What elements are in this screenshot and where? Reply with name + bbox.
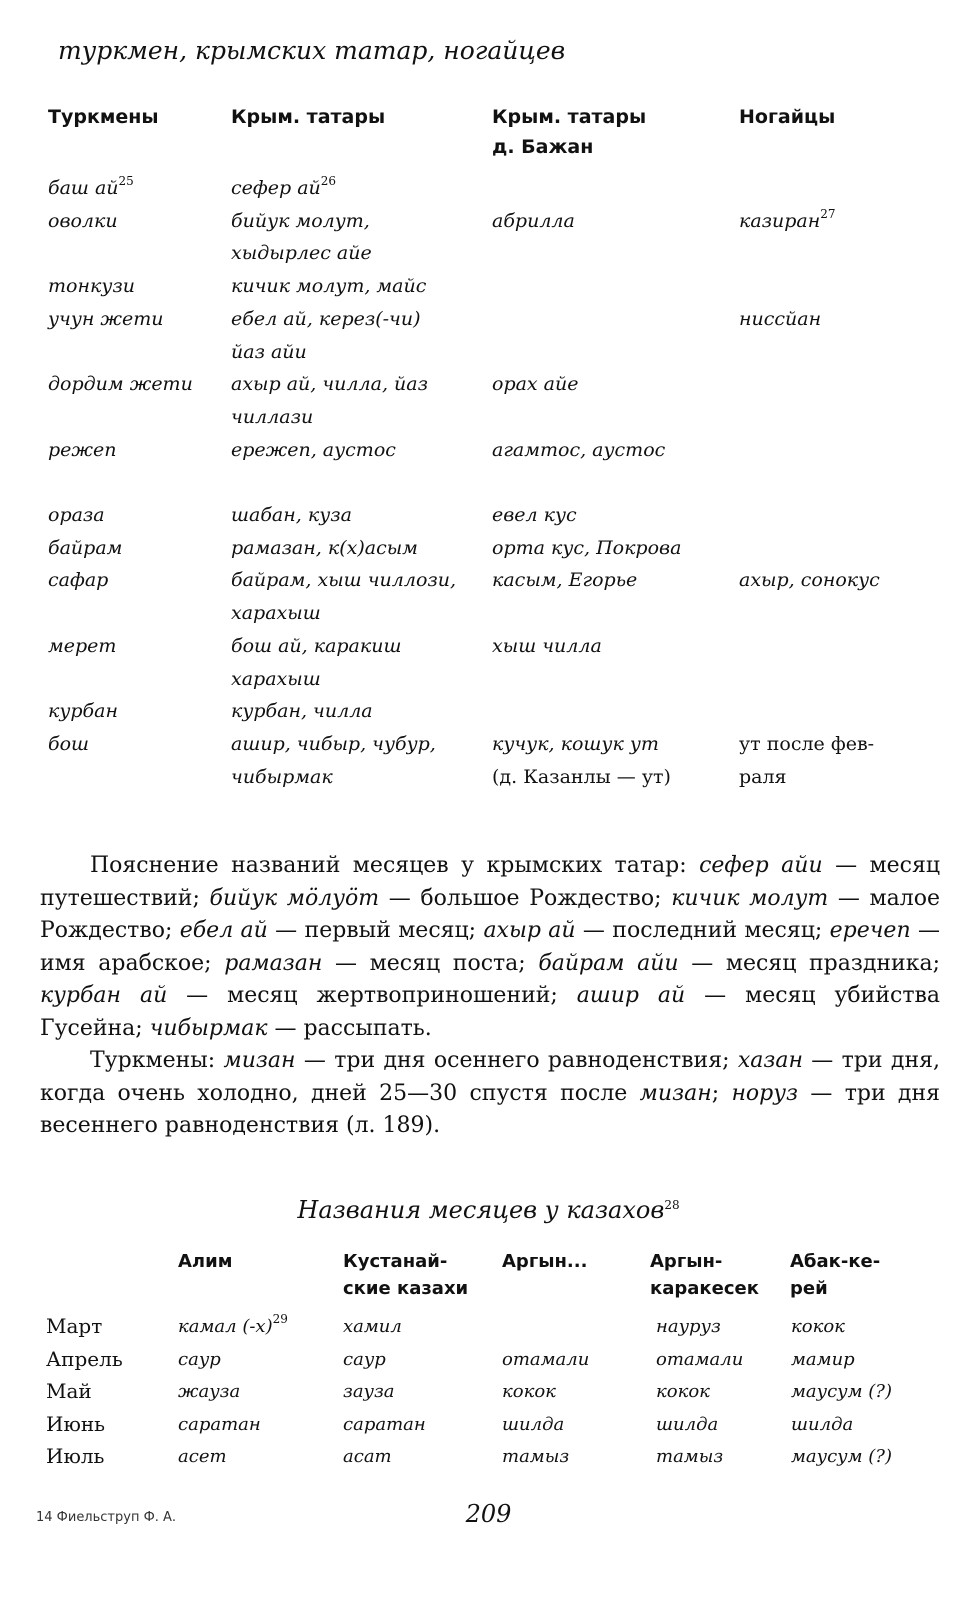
table1-row (0, 205, 977, 238)
table2-cell (178, 1408, 261, 1441)
text-run: — первый месяц; (267, 918, 484, 943)
table1-cell (492, 499, 577, 532)
table1-cell-text: ниссйан (739, 307, 822, 330)
table1-cell (231, 499, 352, 532)
table2-cell-text: камал (-х) (178, 1316, 273, 1337)
table1-cell (492, 532, 681, 565)
table2-cell (656, 1375, 710, 1408)
text-run: — малое Рождество; (40, 885, 940, 943)
table1-cell (231, 172, 336, 205)
text-run: — три дня, когда очень холодно, дней 25—30 спустя после (40, 1048, 940, 1106)
table1-cell-text: оволки (48, 209, 118, 232)
table1-cell (231, 630, 401, 663)
table2-cell-text: отамали (502, 1348, 590, 1370)
text-run: — месяц праздника; (678, 950, 940, 976)
table1-cell-text: агамтос, аустос (492, 438, 666, 461)
section-title-text: Названия месяцев у казахов (297, 1196, 665, 1224)
month-label: Июль (46, 1444, 105, 1468)
table1-cell (231, 532, 418, 565)
table1-cell (231, 564, 456, 597)
table2-cell (343, 1440, 392, 1473)
table1-cell-text: курбан, чилла (231, 700, 373, 723)
table1-cell-text: орта кус, Покрова (492, 536, 682, 559)
italic-term: мизан (639, 1080, 712, 1106)
table1-cell-text: сефер ай (231, 177, 321, 199)
table2-cell-text: маусум (?) (791, 1446, 892, 1467)
table1-header-crimean-tatars: Крым. татары (231, 106, 386, 128)
table1-cell-text: чиллази (231, 405, 314, 428)
table1-row (0, 466, 977, 499)
text-run: Пояснение названий месяцев у крымских татар: (90, 853, 700, 878)
table1-cell (492, 368, 579, 401)
table1-cell-text: орах айе (492, 373, 579, 396)
table1-cell (48, 434, 117, 467)
section-title-kazakh-months (0, 1196, 977, 1224)
table1-row (0, 663, 977, 696)
table1-cell-text: ахыр, сонокус (739, 569, 880, 592)
table2-cell (502, 1408, 564, 1441)
table1-cell (48, 630, 116, 663)
table1-cell (739, 205, 836, 238)
table1-cell (739, 564, 880, 597)
table2-row (0, 1310, 977, 1343)
table1-row (0, 630, 977, 663)
table2-row (0, 1343, 977, 1376)
italic-term: норуз (731, 1080, 799, 1106)
table2-cell (656, 1343, 743, 1376)
table1-cell (231, 401, 313, 434)
table2-cell (791, 1310, 845, 1343)
table1-row (0, 434, 977, 467)
table2-cell (656, 1408, 718, 1441)
table1-cell (492, 434, 665, 467)
text-run: Туркмены: (90, 1048, 224, 1073)
table2-cell (343, 1375, 395, 1408)
table1-row (0, 368, 977, 401)
table2-cell (656, 1440, 723, 1473)
table1-row (0, 564, 977, 597)
table2-header-kustanai: Кустанай- ские казахи (343, 1251, 469, 1299)
table2-cell (178, 1440, 227, 1473)
table1-cell-text: ашир, чибыр, чубур, (231, 732, 436, 755)
table1-row (0, 303, 977, 336)
explanation-text (40, 850, 940, 1143)
table1-cell-text: ережеп, аустос (231, 438, 396, 461)
table2-cell-text: жауза (178, 1381, 241, 1402)
table2-cell-text: саур (343, 1348, 386, 1370)
table1-cell (48, 564, 108, 597)
table1-cell-text: кучук, кошук ут (492, 732, 659, 755)
table2-cell (178, 1375, 240, 1408)
table2-row (0, 1440, 977, 1473)
month-label: Июнь (46, 1411, 106, 1436)
table1-cell-text: ахыр ай, чилла, йаз (231, 373, 428, 396)
table2-cell-text: хамил (343, 1316, 402, 1337)
table2-cell (791, 1440, 892, 1473)
table1-cell (48, 728, 89, 761)
table2-cell-text: науруз (656, 1316, 721, 1337)
table2-cell (502, 1440, 569, 1473)
table1-cell-text: чибырмак (231, 765, 333, 788)
table1-cell-text: хыдырлес айе (231, 242, 372, 265)
table2-header-abak-kerei: Абак-ке- рей (790, 1251, 881, 1299)
table2-cell (343, 1408, 426, 1441)
table1-row (0, 336, 977, 369)
footnote-marker: 25 (118, 174, 134, 188)
table2-cell-text: кокок (656, 1381, 710, 1402)
month-label: Апрель (46, 1346, 123, 1371)
table1-cell-text: курбан (48, 700, 118, 723)
table1-cell (492, 728, 659, 761)
table1-cell (48, 172, 134, 205)
table1-header-nogai: Ногайцы (739, 106, 836, 128)
table1-cell-text: учун жети (48, 307, 164, 330)
table1-cell-text: касым, Егорье (492, 569, 638, 592)
table1-cell-text: сафар (48, 569, 109, 592)
footnote-marker: 29 (272, 1312, 288, 1326)
table1-cell-text: режеп (48, 438, 117, 461)
text-run: — месяц убийства Гусейна; (40, 983, 940, 1041)
table1-cell-text: харахыш (231, 667, 321, 690)
table2-cell (656, 1310, 721, 1343)
paragraph-turkmen (40, 1045, 940, 1143)
table1-cell-text: бош (48, 732, 90, 755)
table1-cell (48, 205, 118, 238)
table2-cell (791, 1408, 853, 1441)
table2-cell (791, 1343, 855, 1376)
footnote-marker: 27 (820, 206, 836, 221)
table1-cell (231, 336, 307, 369)
month-label: Май (46, 1379, 92, 1403)
italic-term: ебел ай (179, 918, 268, 943)
page-number: 209 (465, 1500, 512, 1528)
table1-cell-text: абрилла (492, 209, 575, 232)
text-run: — три дня осеннего равноденствия; (295, 1048, 738, 1073)
table1-cell-text: мерет (48, 634, 117, 657)
table2-cell-text: мамир (791, 1348, 855, 1370)
table1-cell-text: ут после фев- (739, 732, 875, 755)
table1-cell-text: байрам (48, 536, 123, 559)
table2-cell-text: кокок (502, 1381, 556, 1402)
table2-cell-text: асет (178, 1446, 227, 1467)
italic-term: байрам айи (538, 950, 679, 976)
table1-cell (231, 434, 396, 467)
table1-cell-text: баш ай (48, 177, 119, 199)
table2-cell-text: саратан (178, 1413, 261, 1435)
table2-cell-text: маусум (?) (791, 1381, 892, 1402)
table2-row (0, 1408, 977, 1441)
table1-cell (48, 499, 105, 532)
italic-term: рамазан (224, 950, 323, 976)
table1-row (0, 532, 977, 565)
table1-cell (231, 205, 370, 238)
table1-row (0, 728, 977, 761)
table1-row (0, 695, 977, 728)
italic-term: курбан ай (40, 983, 168, 1008)
table1-cell (739, 728, 874, 761)
table1-cell-text: раля (739, 765, 787, 788)
italic-term: хазан (737, 1048, 803, 1073)
table1-cell (231, 303, 421, 336)
italic-term: сефер айи (699, 853, 823, 878)
table2-cell-text: асат (343, 1446, 392, 1467)
table1-row (0, 499, 977, 532)
table2-cell-text: шилда (791, 1413, 854, 1435)
table1-cell-text: кичик молут, майс (231, 275, 427, 298)
text-run: — месяц путешествий; (40, 853, 940, 911)
text-run: — три дня весеннего равноденствия (л. 189). (40, 1080, 941, 1138)
table1-cell (231, 728, 436, 761)
table1-cell (492, 630, 602, 663)
italic-term: мизан (223, 1048, 296, 1073)
month-label: Март (46, 1314, 103, 1338)
table1-row (0, 761, 977, 794)
table2-row (0, 1375, 977, 1408)
paragraph-crimean-tatars (40, 850, 940, 1045)
table1-row (0, 172, 977, 205)
table2-cell (178, 1310, 288, 1343)
section-title-footnote: 28 (664, 1198, 680, 1212)
table1-cell (739, 761, 787, 794)
italic-term: кичик молут (671, 885, 829, 911)
table1-cell-text: харахыш (231, 602, 321, 625)
table1-cell-text: хыш чилла (492, 634, 602, 657)
table1-cell (48, 532, 122, 565)
table1-cell-text: бош ай, каракиш (231, 634, 402, 657)
italic-term: ахыр ай (483, 918, 576, 943)
table2-cell-text: саратан (343, 1413, 426, 1435)
table2-cell-text: саур (178, 1348, 221, 1370)
table2-cell (502, 1375, 556, 1408)
table2-cell-text: шилда (656, 1413, 719, 1435)
table1-cell (492, 564, 637, 597)
table1-cell-text: шабан, куза (231, 504, 352, 526)
table2-cell-text: шилда (502, 1413, 565, 1435)
table2-cell-text: тамыз (656, 1446, 724, 1467)
table1-header-turkmen: Туркмены (48, 106, 159, 128)
table2-cell (343, 1343, 386, 1376)
table2-cell-text: кокок (791, 1316, 845, 1337)
table1-cell (492, 205, 575, 238)
table2-cell-text: тамыз (502, 1446, 570, 1467)
table1-row (0, 401, 977, 434)
text-run: — месяц поста; (322, 950, 539, 976)
table1-row (0, 597, 977, 630)
text-run: — большое Рождество; (379, 885, 672, 911)
table2-header-argyn: Аргын... (502, 1251, 588, 1272)
table2-cell-text: зауза (343, 1381, 395, 1402)
table2-cell-text: отамали (656, 1348, 744, 1370)
text-run: — рассыпать. (267, 1015, 432, 1041)
table1-cell-text: рамазан, к(х)асым (231, 536, 418, 559)
italic-term: ашир ай (576, 983, 686, 1008)
text-run: — имя арабское; (40, 918, 940, 976)
table1-row (0, 237, 977, 270)
text-run: ; (711, 1080, 732, 1106)
text-run: — месяц жертвоприношений; (167, 983, 577, 1008)
table1-cell-text: ебел ай, керез(-чи) (231, 307, 421, 330)
table1-cell (231, 270, 426, 303)
table2-header-argyn-karakesek: Аргын- каракесек (650, 1251, 759, 1299)
table1-cell-text: ораза (48, 504, 105, 526)
table1-cell (231, 237, 372, 270)
table1-header-crimean-tatars-bazhan: Крым. татары д. Бажан (492, 106, 647, 158)
table1-cell-text: йаз айи (231, 340, 307, 363)
table1-cell (48, 303, 164, 336)
table2-header-alim: Алим (178, 1251, 233, 1272)
table1-cell-text: байрам, хыш чиллози, (231, 569, 457, 592)
table1-cell (231, 761, 333, 794)
table2-cell (502, 1343, 589, 1376)
footnote-marker: 26 (320, 174, 337, 188)
table1-cell (739, 303, 821, 336)
table2-cell (791, 1375, 892, 1408)
table1-cell-text: евел кус (492, 504, 577, 526)
table1-cell-text: тонкузи (48, 275, 135, 298)
table1-cell-text: (д. Казанлы — ут) (492, 765, 671, 788)
table1-cell (231, 663, 321, 696)
italic-term: еречеп (829, 918, 911, 943)
table1-cell (231, 597, 321, 630)
table1-cell (231, 695, 373, 728)
table1-cell (48, 270, 135, 303)
table1-cell (231, 368, 428, 401)
text-run: — последний месяц; (575, 918, 830, 943)
table1-cell (48, 695, 118, 728)
table1-row (0, 270, 977, 303)
italic-term: чибырмак (149, 1015, 268, 1041)
page-heading: туркмен, крымских татар, ногайцев (58, 36, 566, 65)
table1-cell (492, 761, 671, 794)
table1-cell-text: казиран (739, 209, 821, 232)
table2-cell (343, 1310, 402, 1343)
table1-cell-text: бийук молут, (231, 209, 370, 232)
italic-term: бийук мöлуöт (209, 885, 380, 911)
table1-cell-text: дордим жети (48, 373, 193, 396)
table2-cell (178, 1343, 221, 1376)
footer-signature: 14 Фиельструп Ф. А. (36, 1510, 177, 1525)
table1-cell (48, 368, 193, 401)
